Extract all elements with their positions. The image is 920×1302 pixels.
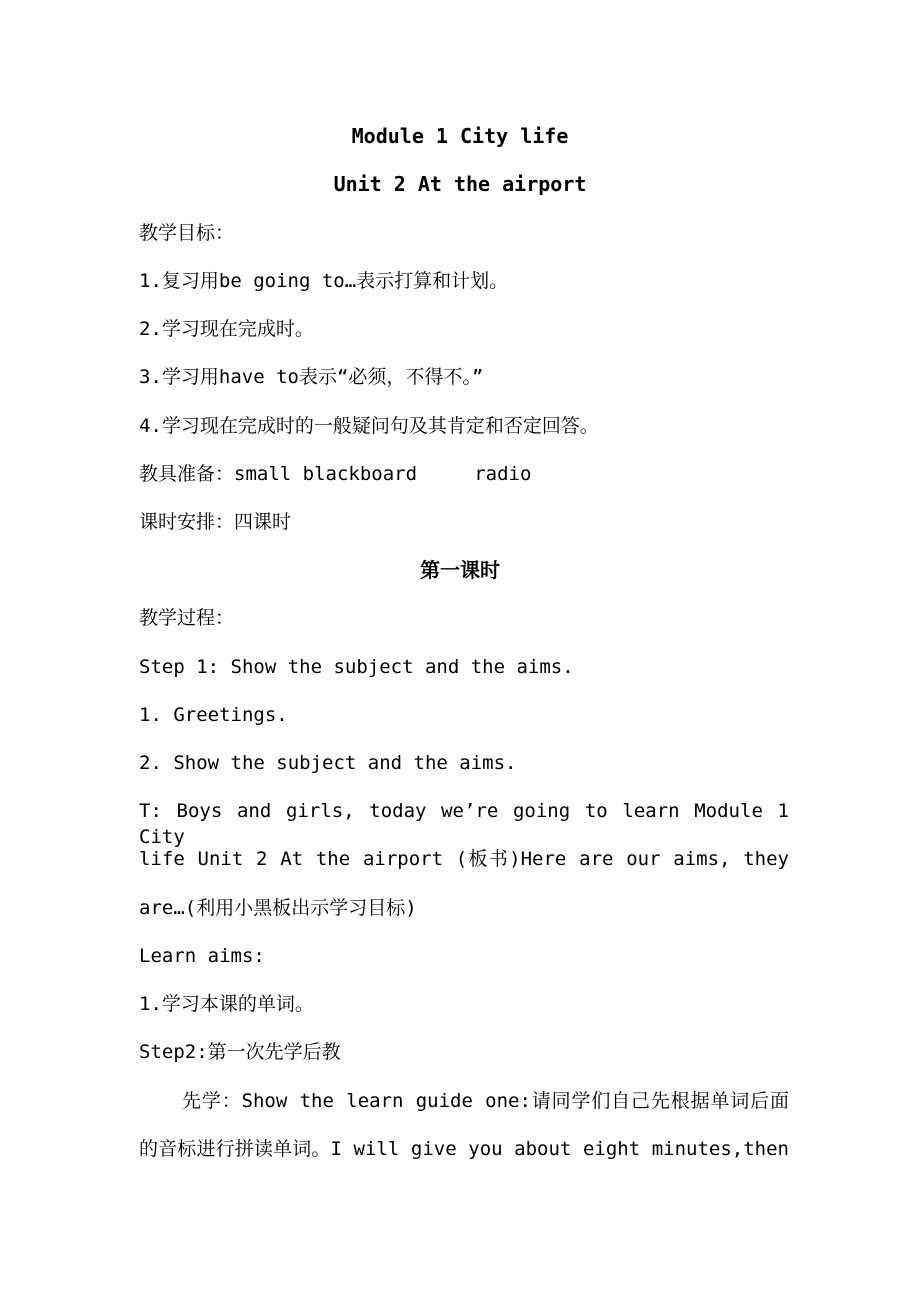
objective-item: 1.复习用be going to…表示打算和计划。 (139, 270, 509, 292)
step-1-item: 1. Greetings. (139, 704, 288, 726)
teacher-line: are…(利用小黑板出示学习目标) (139, 897, 417, 919)
teaching-tools: 教具准备：small blackboard radio (139, 463, 532, 485)
process-heading: 教学过程： (139, 607, 235, 629)
step-2-line: 先学：Show the learn guide one:请同学们自己先根据单词后面 (182, 1090, 789, 1112)
document-subtitle: Unit 2 At the airport (333, 172, 587, 196)
class-schedule: 课时安排：四课时 (139, 511, 292, 533)
objective-item: 2.学习现在完成时。 (139, 318, 314, 340)
teacher-line: T: Boys and girls, today we’re going to learn Module 1 City (139, 800, 789, 848)
document-title: Module 1 City life (351, 124, 569, 148)
objective-item: 3.学习用have to表示“必须，不得不。” (139, 366, 484, 388)
learn-aim-item: 1.学习本课的单词。 (139, 993, 314, 1015)
step-2-line: 的音标进行拼读单词。I will give you about eight minutes,then (139, 1138, 789, 1160)
objectives-heading: 教学目标： (139, 222, 235, 244)
step-1: Step 1: Show the subject and the aims. (139, 656, 574, 678)
step-2: Step2:第一次先学后教 (139, 1041, 341, 1063)
objective-item: 4.学习现在完成时的一般疑问句及其肯定和否定回答。 (139, 415, 599, 437)
step-1-item: 2. Show the subject and the aims. (139, 752, 517, 774)
learn-aims-heading: Learn aims: (139, 945, 265, 967)
teacher-line: life Unit 2 At the airport (板书)Here are our aims, they (139, 848, 789, 870)
lesson-heading: 第一课时 (420, 558, 500, 582)
